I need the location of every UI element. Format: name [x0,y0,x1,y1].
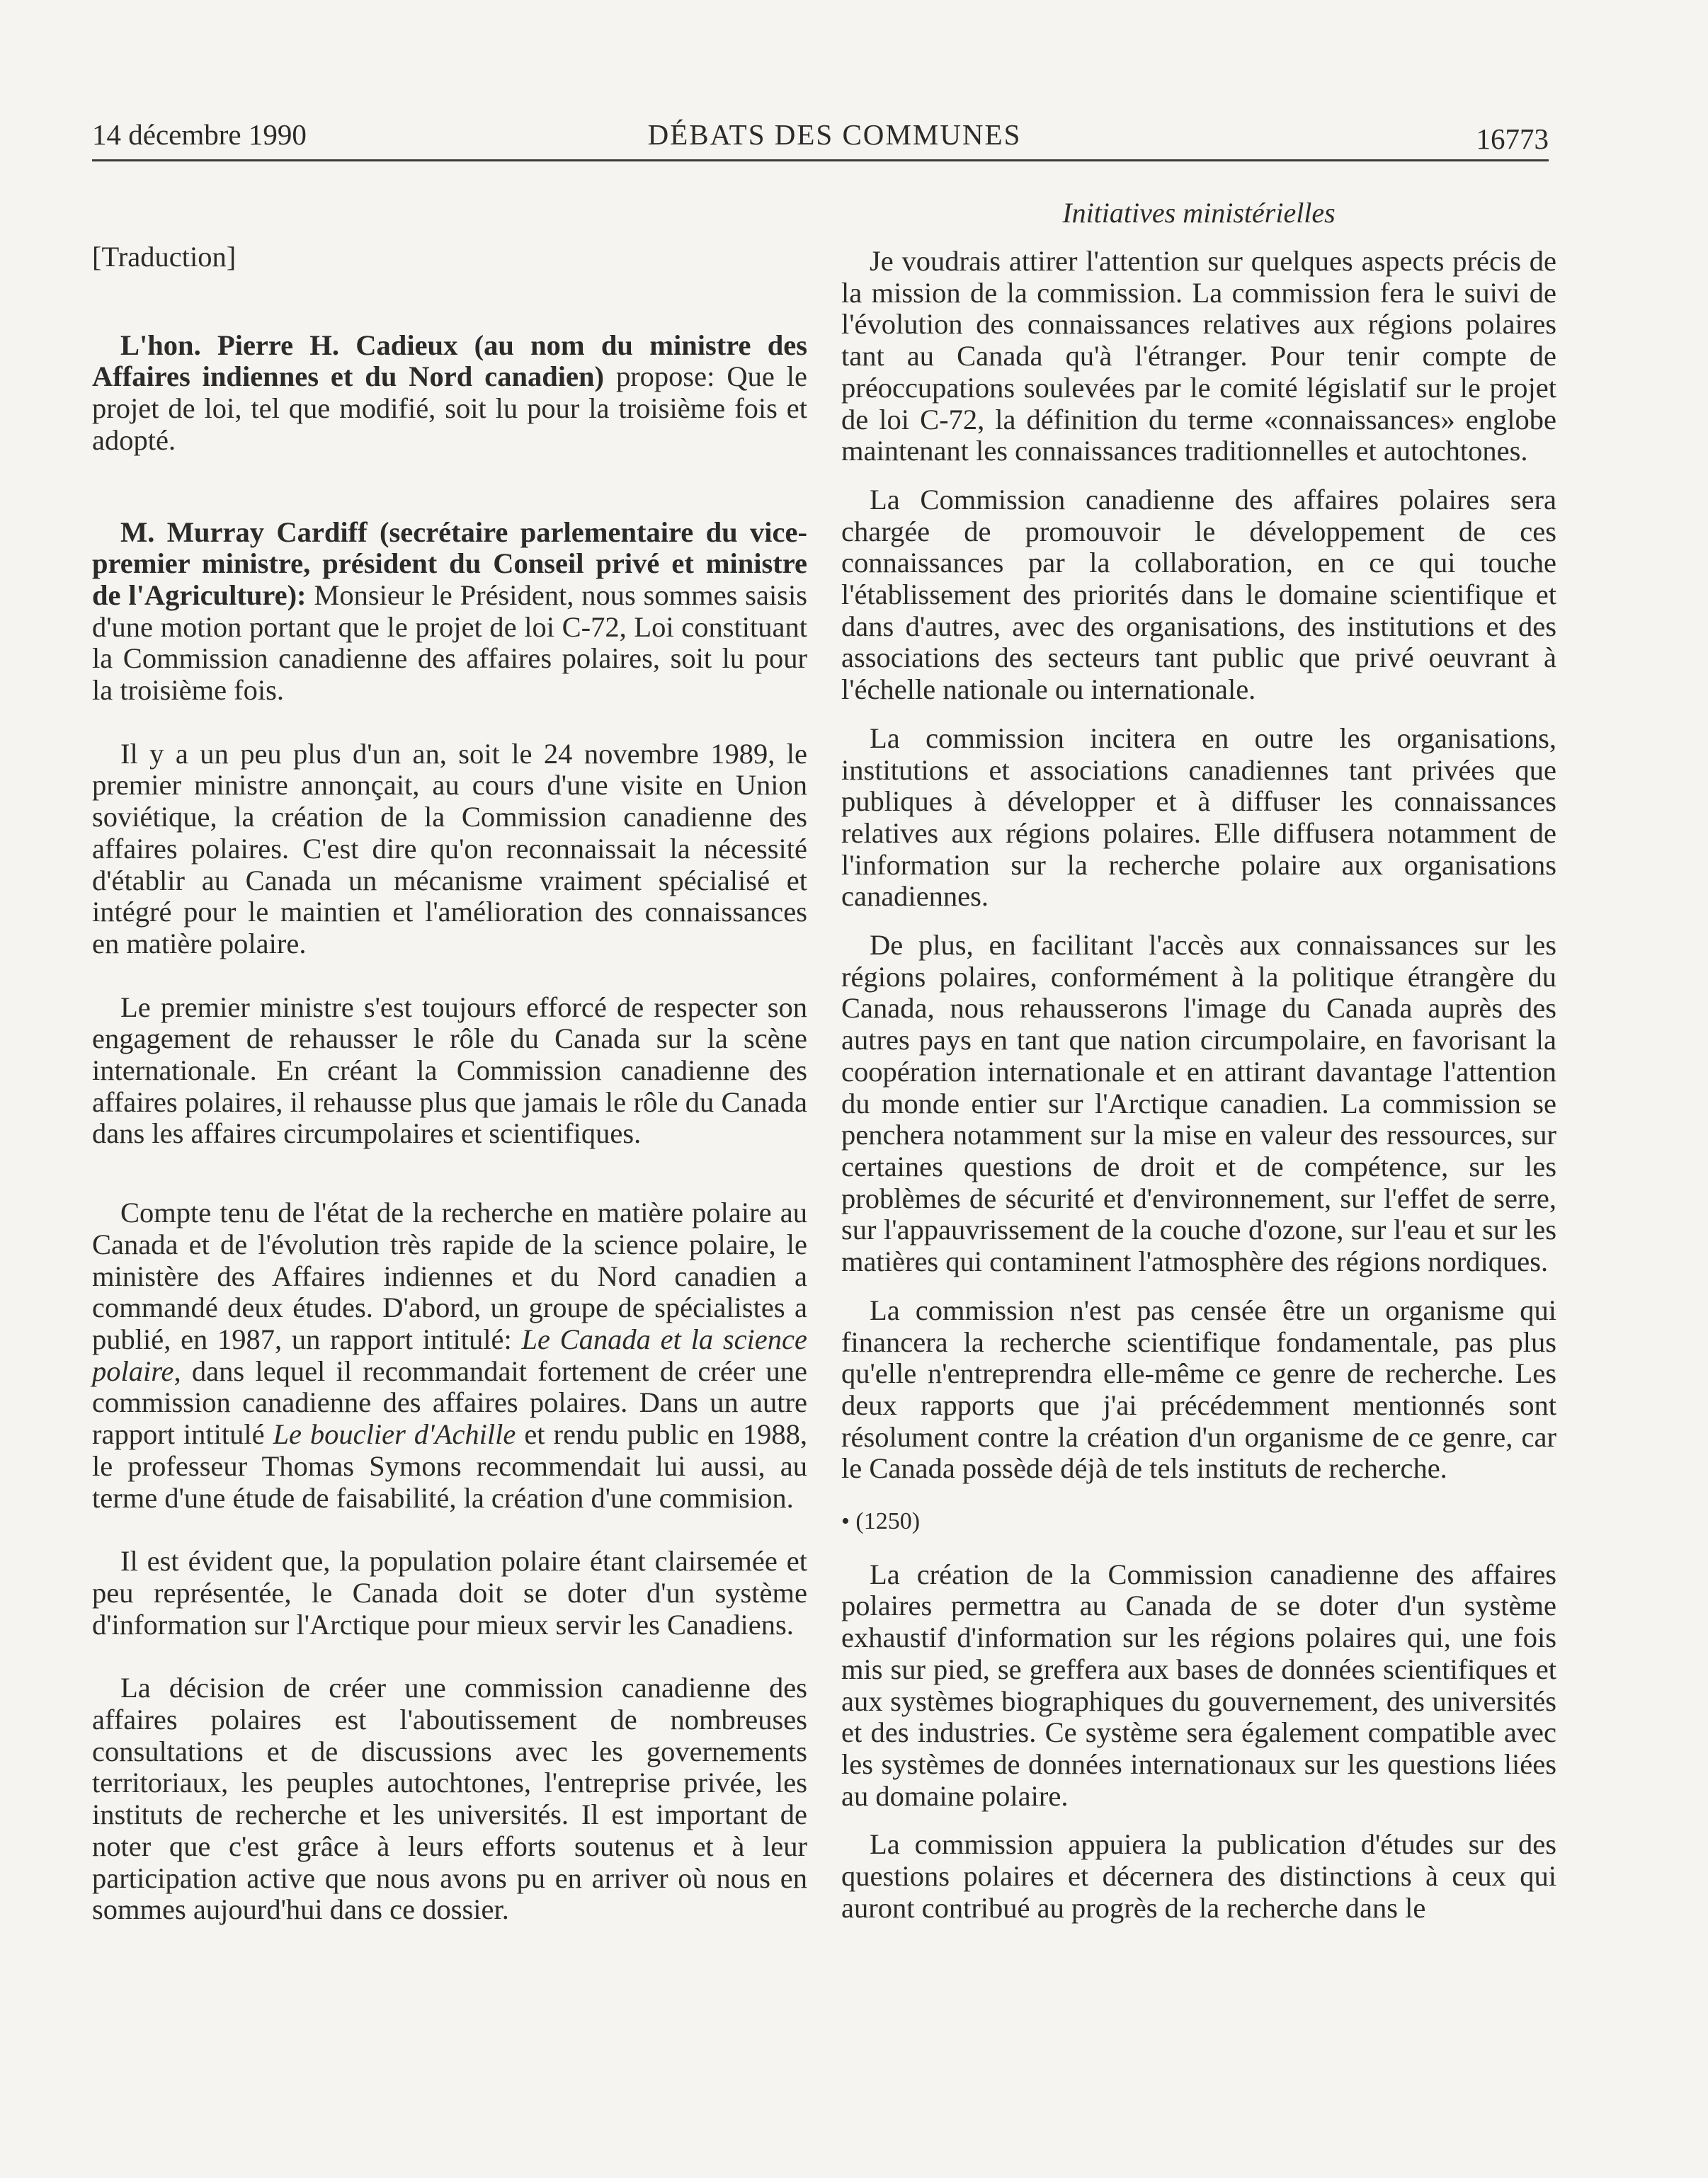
report-title: Le bouclier d'Achille [273,1418,516,1451]
left-column [92,241,807,1926]
translation-note: [Traduction] [92,241,237,273]
speaker-name: M. Murray Cardiff (secrétaire parlementaire du vice-premier ministre, président du Conseil privé et ministre de l'Agriculture): [92,515,807,611]
paragraph: M. Murray Cardiff (secrétaire parlementaire du vice-premier ministre, président du Conseil privé et ministre de l'Agriculture): Monsieur le Président, nous sommes saisis d'une motion portant que le projet de loi C-72, Loi constituant la Commission canadienne des affaires polaires, soit lu pour la troisième fois. [92,515,807,707]
paragraph: Le premier ministre s'est toujours efforcé de respecter son engagement de rehausser le rôle du Canada sur la scène internationale. En créant la Commission canadienne des affaires polaires, il rehausse plus que jamais le rôle du Canada dans les affaires circumpolaires et scientifiques. [92,991,807,1150]
header-rule [92,159,1549,161]
report-title: Le Canada et la science polaire [92,1323,807,1387]
page-number: 16773 [1476,122,1549,155]
speaker-name: L'hon. Pierre H. Cadieux (au nom du ministre des Affaires indiennes et du Nord canadien) [92,329,807,393]
paragraph: La Commission canadienne des affaires polaires sera chargée de promouvoir le développement de ces connaissances par la collaboration, en ce qui touche l'établissement des priorités dans le domaine scientifique et dans d'autres, avec des organisations, des institutions et des associations des secteurs tant public que privé oeuvrant à l'échelle nationale ou internationale. [841,483,1556,706]
page-header [92,118,1549,160]
paragraph: La commission n'est pas censée être un organisme qui financera la recherche scientifique fondamentale, pas plus qu'elle n'entreprendra elle-même ce genre de recherche. Les deux rapports que j'ai précédemment mentionnés sont résolument contre la création d'un organisme de ce genre, car le Canada possède déjà de tels instituts de recherche. [841,1294,1556,1485]
paragraph: Compte tenu de l'état de la recherche en matière polaire au Canada et de l'évolution très rapide de la science polaire, le ministère des Affaires indiennes et du Nord canadien a commandé deux études. D'abord, un groupe de spécialistes a publié, en 1987, un rapport intitulé: Le Canada et la science polaire, dans lequel il recommandait fortement de créer une commission canadienne des affaires polaires. Dans un autre rapport intitulé Le bouclier d'Achille et rendu public en 1988, le professeur Thomas Symons recommendait lui aussi, au terme d'une étude de faisabilité, la création d'une commision. [92,1197,807,1514]
section-heading: Initiatives ministérielles [1062,197,1336,229]
paragraph: La commission incitera en outre les organisations, institutions et associations canadiennes tant privées que publiques à développer et à diffuser les connaissances relatives aux régions polaires. Elle diffusera notamment de l'information sur la recherche polaire aux organisations canadiennes. [841,722,1556,913]
header-title: DÉBATS DES COMMUNES [647,118,1022,151]
paragraph: Je voudrais attirer l'attention sur quelques aspects précis de la mission de la commission. La commission fera le suivi de l'évolution des connaissances relatives aux régions polaires tant au Canada qu'à l'étranger. Pour tenir compte de préoccupations soulevées par le comité législatif sur le projet de loi C-72, la définition du terme «connaissances» englobe maintenant les connaissances traditionnelles et autochtones. [841,245,1556,467]
paragraph: L'hon. Pierre H. Cadieux (au nom du ministre des Affaires indiennes et du Nord canadien) propose: Que le projet de loi, tel que modifié, soit lu pour la troisième fois et adopté. [92,329,807,456]
paragraph: La décision de créer une commission canadienne des affaires polaires est l'aboutissement de nombreuses consultations et de discussions avec les governements territoriaux, les peuples autochtones, l'entreprise privée, les instituts de recherche et les universités. Il est important de noter que c'est grâce à leurs efforts soutenus et à leur participation active que nous avons pu en arriver où nous en sommes aujourd'hui dans ce dossier. [92,1672,807,1926]
time-marker: • (1250) [841,1508,921,1535]
paragraph: La commission appuiera la publication d'études sur des questions polaires et décernera des distinctions à ceux qui auront contribué au progrès de la recherche dans le [841,1828,1556,1924]
paragraph: La création de la Commission canadienne des affaires polaires permettra au Canada de se doter d'un système exhaustif d'information sur les régions polaires qui, une fois mis sur pied, se greffera aux bases de données scientifiques et aux systèmes biographiques du gouvernement, des universités et des industries. Ce système sera également compatible avec les systèmes de données internationaux sur les questions liées au domaine polaire. [841,1558,1556,1812]
paragraph: De plus, en facilitant l'accès aux connaissances sur les régions polaires, conformément à la politique étrangère du Canada, nous rehausserons l'image du Canada auprès des autres pays en tant que nation circumpolaire, en favorisant la coopération internationale et en attirant davantage l'attention du monde entier sur l'Arctique canadien. La commission se penchera notamment sur la mise en valeur des ressources, sur certaines questions de droit et de compétence, sur les problèmes de sécurité et d'environnement, sur l'effet de serre, sur l'appauvrissement de la couche d'ozone, sur l'eau et sur les matières qui contaminent l'atmosphère des régions nordiques. [841,929,1556,1278]
paragraph: Il est évident que, la population polaire étant clairsemée et peu représentée, le Canada doit se doter d'un système d'information sur l'Arctique pour mieux servir les Canadiens. [92,1545,807,1641]
right-column [841,246,1556,1924]
paragraph: Il y a un peu plus d'un an, soit le 24 novembre 1989, le premier ministre annonçait, au cours d'une visite en Union soviétique, la création de la Commission canadienne des affaires polaires. C'est dire qu'on reconnaissait la nécessité d'établir au Canada un mécanisme vraiment spécialisé et intégré pour le maintien et l'amélioration des connaissances en matière polaire. [92,737,807,959]
header-date: 14 décembre 1990 [92,118,307,151]
